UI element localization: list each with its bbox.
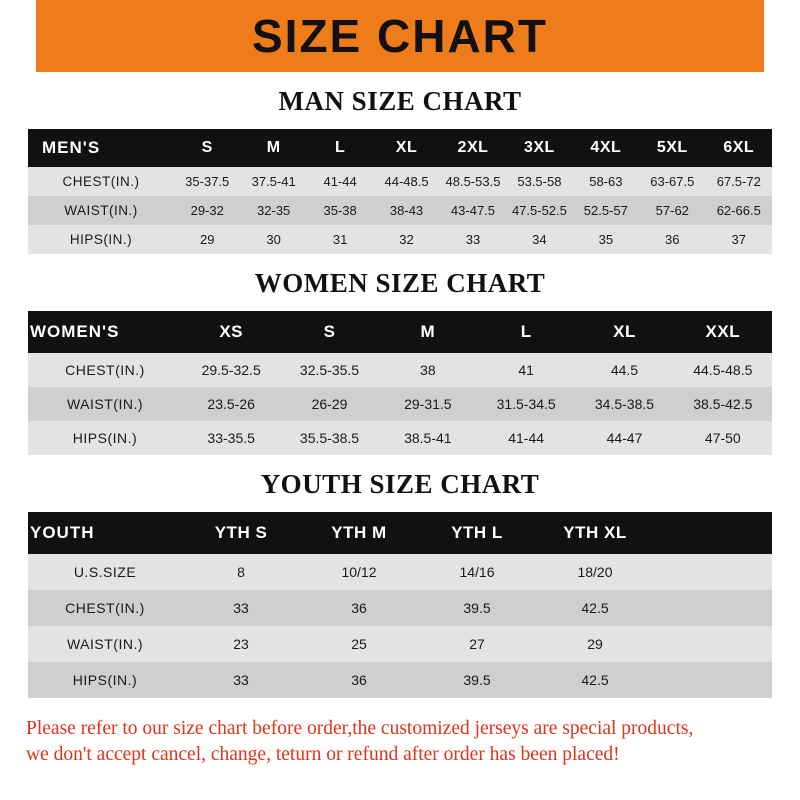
table-cell: 18/20 [577, 564, 613, 580]
table-cell: 38.5-41 [404, 430, 452, 446]
row-label: HIPS(IN.) [72, 672, 138, 688]
table-cell: 35 [598, 232, 614, 247]
table-cell: 29.5-32.5 [201, 362, 261, 378]
table-cell: 32 [399, 232, 414, 247]
column-header: L [520, 322, 532, 341]
table-cell: 31.5-34.5 [496, 396, 556, 412]
table-cell: 29-31.5 [404, 396, 452, 412]
table-cell: 29 [587, 636, 603, 652]
table-header-row [28, 129, 772, 167]
table-cell: 33 [233, 672, 249, 688]
table-header-row [28, 512, 772, 554]
column-header: YTH L [451, 523, 503, 542]
table-cell: 27 [469, 636, 485, 652]
column-header: 3XL [523, 139, 555, 156]
men-size-table [28, 129, 772, 254]
table-cell: 52.5-57 [583, 203, 628, 218]
table-cell: 31 [332, 232, 348, 247]
men-section-title: MAN SIZE CHART [278, 86, 522, 116]
table-cell: 44-48.5 [384, 174, 429, 189]
table-cell [654, 626, 772, 662]
table-cell: 42.5 [581, 672, 609, 688]
table-cell: 23.5-26 [207, 396, 255, 412]
table-cell [654, 554, 772, 590]
table-cell: 57-62 [655, 203, 689, 218]
row-label: WAIST(IN.) [66, 636, 144, 652]
table-cell: 63-67.5 [650, 174, 695, 189]
table-cell: 41 [518, 362, 534, 378]
women-section-title: WOMEN SIZE CHART [254, 268, 546, 298]
table-cell: 58-63 [589, 174, 623, 189]
table-cell: 41-44 [323, 174, 357, 189]
table-row [28, 387, 772, 421]
table-cell: 25 [351, 636, 367, 652]
table-cell: 10/12 [341, 564, 377, 580]
row-label: HIPS(IN.) [69, 232, 133, 247]
table-cell: 30 [266, 232, 281, 247]
column-header: S [201, 139, 213, 156]
table-cell [654, 590, 772, 626]
table-row [28, 353, 772, 387]
table-cell: 43-47.5 [450, 203, 496, 218]
table-cell: 26-29 [311, 396, 348, 412]
row-label: U.S.SIZE [73, 564, 137, 580]
table-cell: 53.5-58 [517, 174, 562, 189]
header-right-spacer [764, 0, 800, 72]
column-header [654, 512, 772, 554]
column-header: XL [395, 139, 418, 156]
table-cell: 62-66.5 [716, 203, 761, 218]
women-size-table [28, 311, 772, 455]
youth-section-title: YOUTH SIZE CHART [260, 469, 540, 499]
column-header: 5XL [656, 139, 688, 156]
table-cell: 44.5 [610, 362, 639, 378]
table-cell: 36 [351, 600, 367, 616]
row-label: CHEST(IN.) [65, 362, 145, 378]
youth-size-table [28, 512, 772, 698]
header-band [0, 0, 800, 72]
table-cell: 41-44 [508, 430, 545, 446]
women-size-section [0, 268, 800, 455]
column-header: 6XL [723, 139, 755, 156]
table-cell: 67.5-72 [716, 174, 761, 189]
column-header: YOUTH [30, 523, 95, 542]
column-header: M [266, 139, 281, 156]
table-cell: 23 [233, 636, 249, 652]
column-header: S [323, 322, 336, 341]
table-cell: 47-50 [704, 430, 741, 446]
column-header: 4XL [590, 139, 622, 156]
table-cell: 37 [731, 232, 746, 247]
table-cell: 44-47 [606, 430, 643, 446]
footer-note [26, 716, 774, 769]
column-header: XL [613, 322, 636, 341]
table-cell: 37.5-41 [251, 174, 296, 189]
table-cell: 42.5 [581, 600, 609, 616]
column-header: M [420, 322, 436, 341]
table-row [28, 196, 772, 225]
column-header: L [334, 139, 346, 156]
table-cell: 38 [420, 362, 436, 378]
table-cell: 36 [665, 232, 680, 247]
table-cell: 29-32 [190, 203, 224, 218]
table-cell: 39.5 [463, 672, 491, 688]
column-header: XS [219, 322, 243, 341]
column-header: WOMEN'S [30, 322, 120, 341]
table-cell: 35-37.5 [185, 174, 230, 189]
table-cell: 29 [199, 232, 215, 247]
table-cell: 35-38 [323, 203, 357, 218]
column-header: MEN'S [42, 138, 101, 157]
footer-note-line-2: we don't accept cancel, change, teturn or refund after order has been placed! [26, 744, 620, 766]
column-header: XXL [705, 322, 741, 341]
table-cell: 48.5-53.5 [445, 174, 501, 189]
table-header-row [28, 311, 772, 353]
table-cell: 47.5-52.5 [511, 203, 567, 218]
table-cell: 32.5-35.5 [299, 362, 360, 378]
table-row [28, 225, 772, 254]
table-cell: 33 [233, 600, 249, 616]
youth-size-section [0, 469, 800, 698]
row-label: HIPS(IN.) [72, 430, 138, 446]
header-left-spacer [0, 0, 36, 72]
column-header: YTH XL [563, 523, 627, 542]
table-cell: 8 [237, 564, 245, 580]
column-header: 2XL [457, 139, 489, 156]
table-cell: 36 [351, 672, 367, 688]
row-label: WAIST(IN.) [66, 396, 144, 412]
table-row [28, 626, 772, 662]
table-cell: 33 [465, 232, 481, 247]
page-title: SIZE CHART [252, 10, 548, 62]
table-cell: 34 [532, 232, 547, 247]
table-cell: 39.5 [463, 600, 491, 616]
table-cell: 38-43 [389, 203, 424, 218]
table-cell: 34.5-38.5 [594, 396, 655, 412]
men-size-section [0, 86, 800, 254]
table-cell: 38.5-42.5 [693, 396, 753, 412]
column-header: YTH S [214, 523, 268, 542]
table-row [28, 421, 772, 455]
table-row [28, 554, 772, 590]
table-cell: 14/16 [459, 564, 495, 580]
table-cell: 44.5-48.5 [693, 362, 753, 378]
row-label: CHEST(IN.) [65, 600, 145, 616]
row-label: CHEST(IN.) [62, 174, 140, 189]
column-header: YTH M [331, 523, 387, 542]
table-cell: 33-35.5 [207, 430, 255, 446]
table-cell [654, 662, 772, 698]
table-row [28, 590, 772, 626]
table-row [28, 662, 772, 698]
footer-note-line-1: Please refer to our size chart before order,the customized jerseys are special products, [26, 718, 694, 739]
table-cell: 32-35 [257, 203, 291, 218]
table-cell: 35.5-38.5 [299, 430, 360, 446]
row-label: WAIST(IN.) [64, 203, 138, 218]
table-row [28, 167, 772, 196]
